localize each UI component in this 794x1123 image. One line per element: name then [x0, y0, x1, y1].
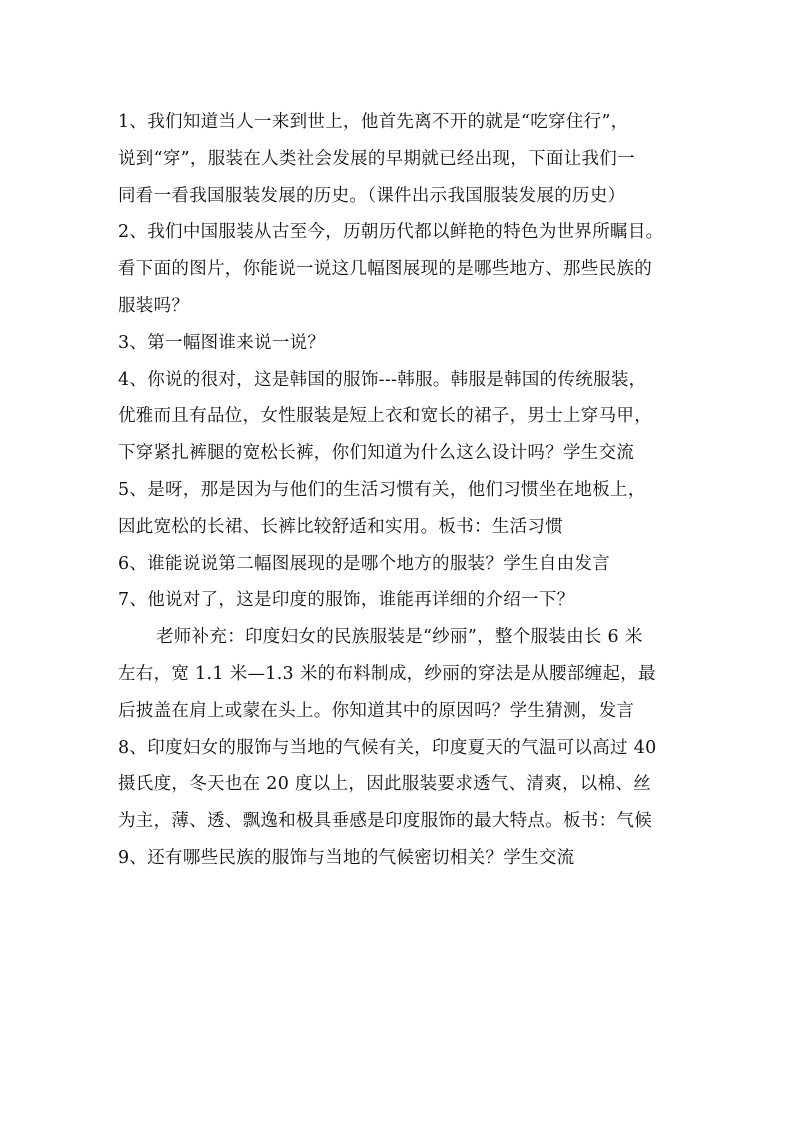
text-line-11: 5、是呀，那是因为与他们的生活习惯有关，他们习惯坐在地板上，: [118, 479, 646, 500]
text-line-8: 4、你说的很对，这是韩国的服饰---韩服。韩服是韩国的传统服装，: [118, 369, 647, 390]
text-line-9: 优雅而且有品位，女性服装是短上衣和宽长的裙子，男士上穿马甲，: [118, 406, 652, 427]
text-line-18: 8、印度妇女的服饰与当地的气候有关，印度夏天的气温可以高过 40: [118, 737, 657, 758]
text-line-19: 摄氏度，冬天也在 20 度以上，因此服装要求透气、清爽，以棉、丝: [118, 774, 651, 795]
text-line-15: 老师补充：印度妇女的民族服装是“纱丽”，整个服装由长 6 米: [156, 627, 643, 648]
text-line-20: 为主，薄、透、飘逸和极具垂感是印度服饰的最大特点。板书：气候: [118, 811, 652, 832]
text-line-4: 2、我们中国服装从古至今，历朝历代都以鲜艳的特色为世界所瞩目。: [118, 222, 664, 243]
text-line-12: 因此宽松的长裙、长裤比较舒适和实用。板书：生活习惯: [118, 516, 563, 537]
text-line-10: 下穿紧扎裤腿的宽松长裤，你们知道为什么这么设计吗？学生交流: [118, 443, 635, 464]
text-line-7: 3、第一幅图谁来说一说？: [118, 332, 326, 353]
text-line-21: 9、还有哪些民族的服饰与当地的气候密切相关？学生交流: [118, 847, 575, 868]
text-line-14: 7、他说对了，这是印度的服饰，谁能再详细的介绍一下？: [118, 590, 575, 611]
text-line-16: 左右，宽 1.1 米—1.3 米的布料制成，纱丽的穿法是从腰部缠起，最: [118, 663, 656, 684]
text-line-1: 1、我们知道当人一来到世上，他首先离不开的就是“吃穿住行”，: [118, 112, 629, 132]
text-line-3: 同看一看我国服装发展的历史。（课件出示我国服装发展的历史）: [118, 185, 626, 206]
text-line-2: 说到“穿”，服装在人类社会发展的早期就已经出现，下面让我们一: [118, 148, 635, 169]
lesson-text: [118, 104, 678, 877]
text-line-5: 看下面的图片，你能说一说这几幅图展现的是哪些地方、那些民族的: [118, 259, 652, 280]
text-line-13: 6、谁能说说第二幅图展现的是哪个地方的服装？学生自由发言: [118, 553, 611, 574]
text-line-6: 服装吗？: [118, 295, 190, 316]
text-line-17: 后披盖在肩上或蒙在头上。你知道其中的原因吗？学生猜测，发言: [118, 700, 635, 721]
